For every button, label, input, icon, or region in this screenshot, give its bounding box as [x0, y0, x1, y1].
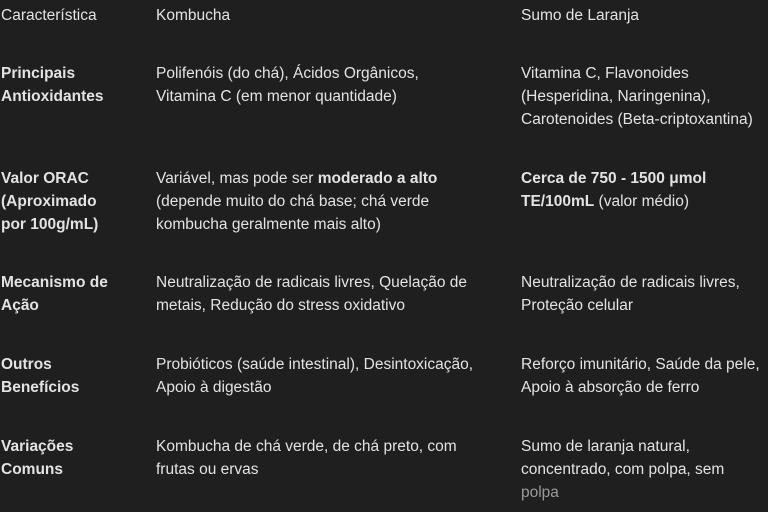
- emphasis-text: moderado a alto: [317, 170, 438, 187]
- row-label: Variações Comuns: [1, 438, 74, 478]
- header-kombucha: Kombucha: [156, 7, 231, 24]
- kombucha-cell: Polifenóis (do chá), Ácidos Orgânicos, Vitamina C (em menor quantidade): [156, 65, 419, 105]
- header-sumo-laranja: Sumo de Laranja: [521, 7, 640, 24]
- laranja-cell: Sumo de laranja natural, concentrado, com polpa, sem polpa: [521, 438, 725, 501]
- row-label: Principais Antioxidantes: [1, 65, 104, 105]
- header-caracteristica: Característica: [1, 7, 97, 24]
- kombucha-cell: Kombucha de chá verde, de chá preto, com frutas ou ervas: [156, 438, 457, 478]
- kombucha-cell: Neutralização de radicais livres, Quelação de metais, Redução do stress oxidativo: [156, 274, 468, 314]
- laranja-cell: Vitamina C, Flavonoides (Hesperidina, Naringenina), Carotenoides (Beta-criptoxantina): [521, 65, 753, 128]
- kombucha-cell: Probióticos (saúde intestinal), Desintoxicação, Apoio à digestão: [156, 356, 474, 396]
- row-label: Mecanismo de Ação: [1, 274, 108, 314]
- laranja-cell: Reforço imunitário, Saúde da pele, Apoio à absorção de ferro: [521, 356, 760, 396]
- laranja-cell: Neutralização de radicais livres, Proteção celular: [521, 274, 740, 314]
- laranja-cell: Cerca de 750 - 1500 μmol TE/100mL (valor médio): [521, 170, 707, 210]
- kombucha-cell: Variável, mas pode ser moderado a alto (depende muito do chá base; chá verde kombucha geralmente mais alto): [156, 170, 438, 233]
- emphasis-text: TE/100mL: [521, 193, 595, 210]
- row-label: Valor ORAC (Aproximado por 100g/mL): [1, 170, 99, 233]
- row-label: Outros Benefícios: [1, 356, 80, 396]
